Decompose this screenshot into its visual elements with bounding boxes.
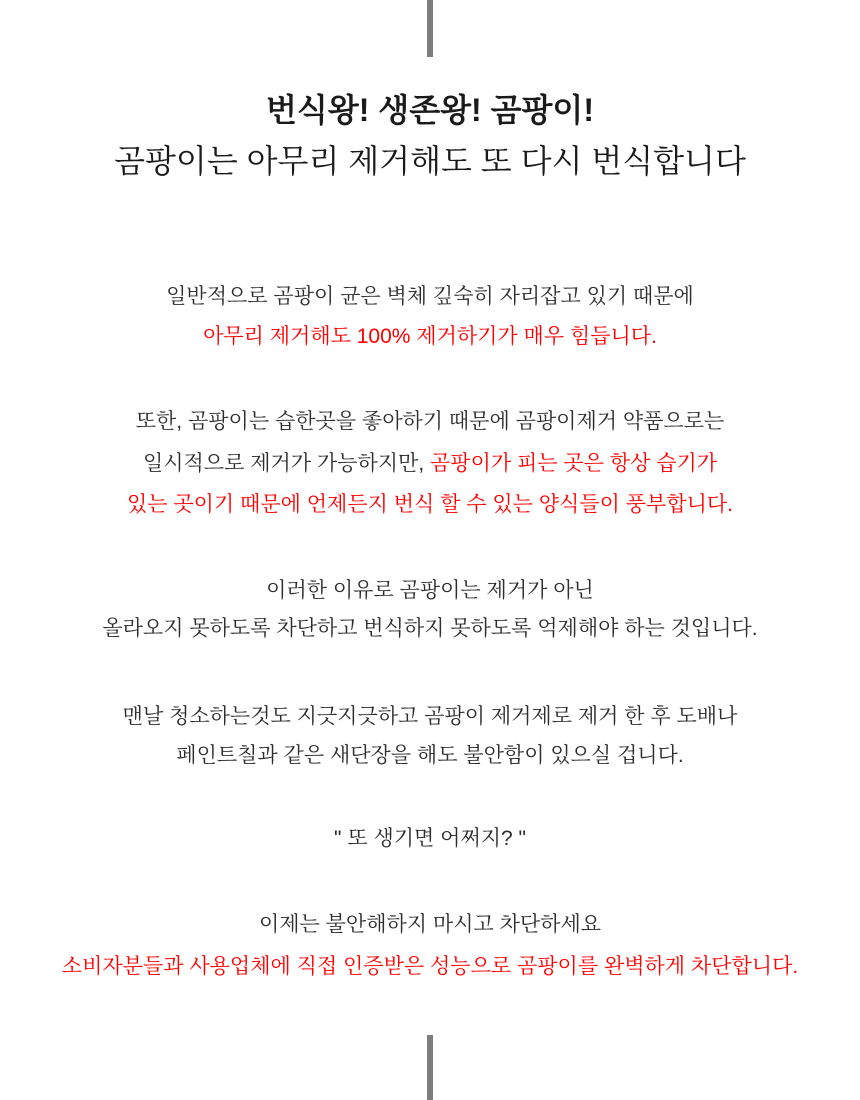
- paragraph1-line2-red: 아무리 제거해도 100% 제거하기가 매우 힘듭니다.: [203, 325, 657, 348]
- paragraph1-line1: 일반적으로 곰팡이 균은 벽체 깊숙히 자리잡고 있기 때문에: [166, 285, 694, 308]
- paragraph4-line2: 페인트칠과 같은 새단장을 해도 불안함이 있으실 겁니다.: [176, 744, 684, 767]
- paragraph5-line2-red: 소비자분들과 사용업체에 직접 인증받은 성능으로 곰팡이를 완벽하게 차단합니다.: [61, 955, 799, 978]
- paragraph2-line1: 또한, 곰팡이는 습한곳을 좋아하기 때문에 곰팡이제거 약품으로는: [135, 410, 725, 433]
- bottom-divider-bar: [427, 1035, 433, 1100]
- paragraph2-line3-red: 있는 곳이기 때문에 언제든지 번식 할 수 있는 양식들이 풍부합니다.: [126, 493, 734, 516]
- paragraph5-line1: 이제는 불안해하지 마시고 차단하세요: [258, 913, 602, 936]
- paragraph2-line2-red-segment: 곰팡이가 피는 곳은 항상 습기가: [430, 452, 718, 475]
- page-title: 번식왕! 생존왕! 곰팡이!: [266, 92, 594, 128]
- paragraph2-line2-black-segment: 일시적으로 제거가 가능하지만,: [142, 452, 430, 475]
- paragraph3-line1: 이러한 이유로 곰팡이는 제거가 아닌: [266, 579, 594, 602]
- page-subtitle: 곰팡이는 아무리 제거해도 또 다시 번식합니다: [114, 143, 746, 179]
- paragraph2-line2: [0, 452, 860, 476]
- paragraph3-line2: 올라오지 못하도록 차단하고 번식하지 못하도록 억제해야 하는 것입니다.: [102, 617, 758, 640]
- paragraph4-line1: 맨날 청소하는것도 지긋지긋하고 곰팡이 제거제로 제거 한 후 도배나: [122, 705, 738, 728]
- quote-line: " 또 생기면 어쩌지? ": [334, 827, 526, 850]
- top-divider-bar: [427, 0, 433, 57]
